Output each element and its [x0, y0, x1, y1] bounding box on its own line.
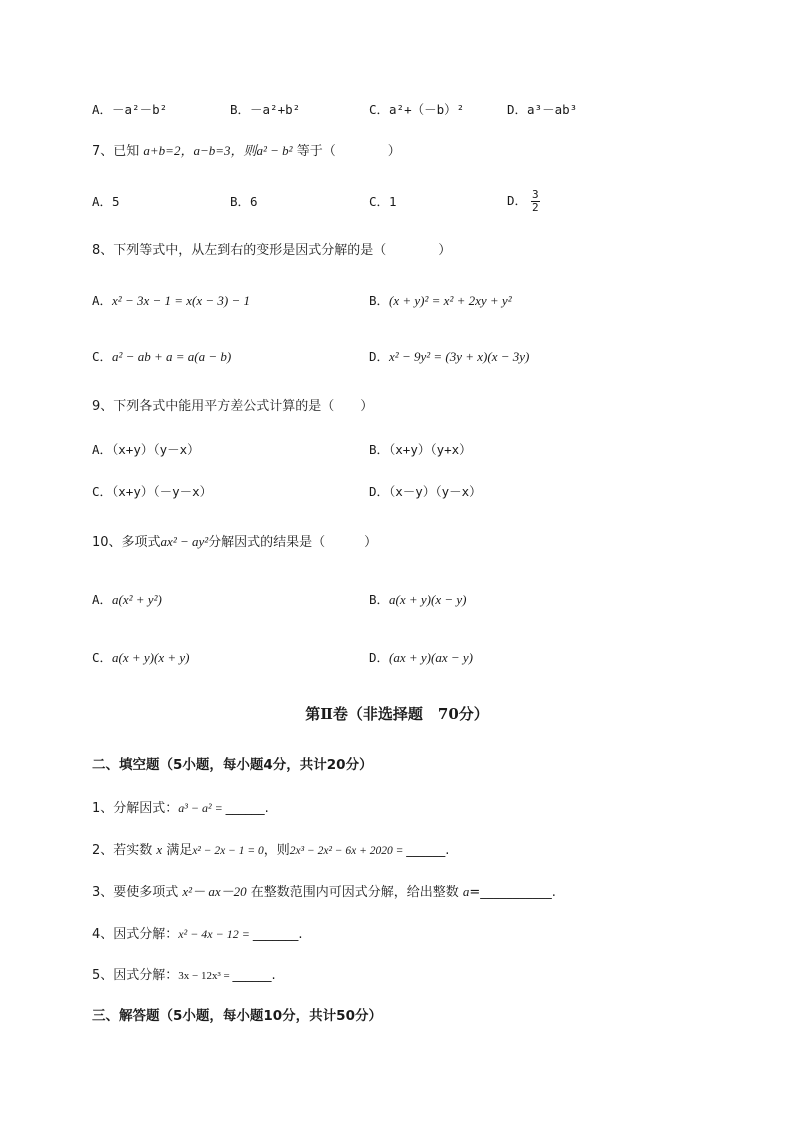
fill4-math: x² − 4x − 12 = — [178, 927, 253, 941]
q8-option-b-math: (x + y)² = x² + 2xy + y² — [389, 293, 512, 308]
q7-option-d-fraction — [531, 189, 540, 214]
fill4-end: . — [298, 927, 303, 942]
q8-option-c-label: C． — [92, 349, 113, 364]
q7-stem-math: a+b=2，a−b=3，则a² − b² — [143, 143, 293, 158]
q7-option-c: C．1 — [369, 194, 397, 209]
q6-option-b: B．－a²+b² — [230, 102, 301, 117]
q8-option-a — [92, 292, 250, 310]
q10-option-c-label: C． — [92, 650, 113, 665]
q8-option-a-label: A． — [92, 293, 113, 308]
q10-option-a — [92, 591, 162, 609]
q8-option-b — [369, 292, 512, 310]
q8-option-d-label: D． — [369, 349, 390, 364]
fill1-answer-blank: ______ — [225, 801, 265, 816]
q7-option-a: A．5 — [92, 194, 120, 209]
fraction-denominator: 2 — [532, 201, 539, 214]
fill3-eq: = — [469, 885, 481, 900]
fill3-prefix: 3、要使多项式 — [92, 885, 183, 900]
fill-question-3 — [92, 883, 556, 902]
q10-option-b — [369, 591, 466, 609]
section2-heading: 二、填空题（5小题，每小题4分，共计20分） — [92, 757, 373, 773]
fill-question-5 — [92, 967, 276, 985]
q10-stem-math: ax² − ay² — [160, 534, 209, 549]
q7-option-b: B．6 — [230, 194, 258, 209]
q10-option-d-math: (ax + y)(ax − y) — [389, 650, 473, 665]
q9-stem: 9、下列各式中能用平方差公式计算的是（ ） — [92, 399, 374, 414]
fill3-answer-blank: ___________ — [480, 885, 552, 900]
fill3-end: . — [551, 885, 556, 900]
fill2-answer-blank: ______ — [406, 843, 446, 858]
fill5-math: 3x − 12x³ = — [178, 970, 233, 982]
fill2-mid2: ，则 — [263, 843, 290, 858]
section3-heading: 三、解答题（5小题，每小题10分，共计50分） — [92, 1008, 382, 1024]
q10-option-a-math: a(x² + y²) — [112, 592, 162, 607]
q10-stem-prefix: 10、多项式 — [92, 535, 161, 550]
q9-option-c: C．（x+y）（－y－x） — [92, 484, 213, 499]
fill5-answer-blank: ______ — [232, 968, 272, 983]
q8-option-d-math: x² − 9y² = (3y + x)(x − 3y) — [389, 349, 530, 364]
fill2-math-expression: 2x³ − 2x² − 6x + 2020 = — [289, 845, 407, 857]
fill1-math: a³ − a² = — [178, 801, 226, 815]
q10-option-a-label: A． — [92, 592, 113, 607]
fill3-math: x²－ ax－20 — [182, 884, 247, 899]
fill1-prefix: 1、分解因式： — [92, 801, 179, 816]
fill2-mid: 满足 — [162, 843, 193, 858]
q7-stem — [92, 142, 401, 161]
q7-option-d-label: D． — [507, 193, 528, 208]
q10-option-c — [92, 649, 189, 667]
fill-question-2 — [92, 841, 449, 860]
fill-question-1 — [92, 799, 269, 818]
fill2-var: x — [156, 842, 163, 857]
fill3-mid: 在整数范围内可因式分解，给出整数 — [246, 885, 463, 900]
fill-question-4 — [92, 925, 302, 944]
q7-stem-prefix: 7、已知 — [92, 144, 144, 159]
q10-stem-suffix: 分解因式的结果是（ ） — [208, 535, 378, 550]
q10-stem — [92, 533, 377, 552]
q10-option-c-math: a(x + y)(x + y) — [112, 650, 190, 665]
q7-option-d — [507, 186, 540, 216]
fraction-numerator: 3 — [532, 188, 539, 201]
q6-option-a: A．－a²－b² — [92, 102, 168, 117]
part2-title: 第Ⅱ卷（非选择题 70分） — [305, 705, 489, 723]
q8-option-c — [92, 348, 231, 366]
q8-option-c-math: a² − ab + a = a(a − b) — [112, 349, 232, 364]
q10-option-b-math: a(x + y)(x − y) — [389, 592, 467, 607]
fill2-math-condition: x² − 2x − 1 = 0 — [192, 845, 264, 857]
fill5-prefix: 5、因式分解： — [92, 968, 179, 983]
fill5-end: . — [271, 968, 276, 983]
q10-option-d — [369, 649, 473, 667]
q7-stem-suffix: 等于（ ） — [292, 144, 401, 159]
q9-option-d: D．（x－y）（y－x） — [369, 484, 482, 499]
q6-option-c: C．a²+（－b）² — [369, 102, 465, 117]
q10-option-b-label: B． — [369, 592, 390, 607]
q9-option-a: A．（x+y）（y－x） — [92, 442, 200, 457]
fill4-prefix: 4、因式分解： — [92, 927, 179, 942]
q8-stem: 8、下列等式中，从左到右的变形是因式分解的是（ ） — [92, 243, 452, 258]
q8-option-a-math: x² − 3x − 1 = x(x − 3) − 1 — [112, 293, 251, 308]
q10-option-d-label: D． — [369, 650, 390, 665]
q9-option-b: B．（x+y）（y+x） — [369, 442, 472, 457]
fill4-answer-blank: _______ — [252, 927, 299, 942]
fill2-prefix: 2、若实数 — [92, 843, 157, 858]
q6-option-d: D．a³－ab³ — [507, 102, 578, 117]
fill1-end: . — [264, 801, 269, 816]
q8-option-d — [369, 348, 529, 366]
fill2-end: . — [445, 843, 450, 858]
fill3-var: a — [462, 884, 470, 899]
q8-option-b-label: B． — [369, 293, 390, 308]
